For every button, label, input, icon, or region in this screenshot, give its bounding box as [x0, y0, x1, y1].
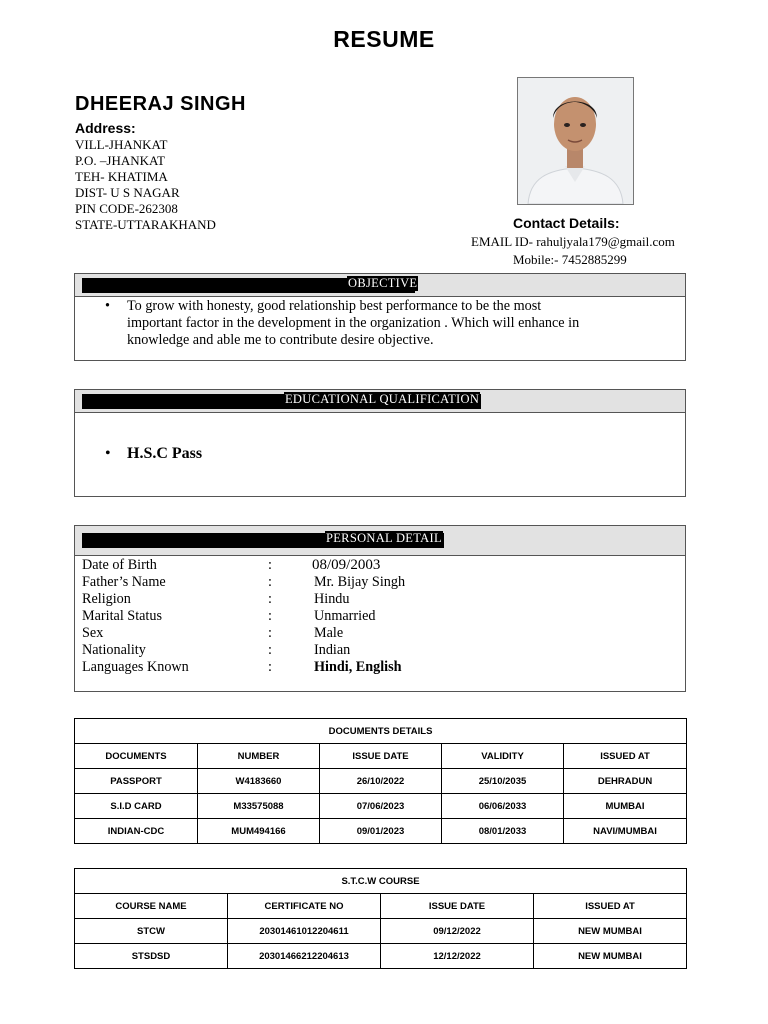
table-cell: DEHRADUN — [564, 769, 687, 794]
bullet-icon: • — [105, 445, 111, 462]
personal-value: 08/09/2003 — [312, 557, 381, 573]
table-row — [75, 819, 687, 844]
stcw-title-row — [75, 869, 687, 894]
personal-label: Languages Known — [82, 659, 189, 675]
objective-section — [74, 273, 686, 361]
personal-header — [75, 526, 685, 556]
address-line: TEH- KHATIMA — [75, 169, 168, 184]
personal-colon: : — [268, 574, 272, 590]
table-cell: STSDSD — [75, 944, 228, 969]
table-cell: 12/12/2022 — [381, 944, 534, 969]
table-cell: S.I.D CARD — [75, 794, 198, 819]
contact-label: Contact Details: — [513, 215, 620, 231]
table-cell: PASSPORT — [75, 769, 198, 794]
personal-colon: : — [268, 557, 272, 573]
address-line: PIN CODE-262308 — [75, 201, 178, 216]
column-header: ISSUED AT — [564, 744, 687, 769]
personal-title: PERSONAL DETAIL — [326, 531, 442, 545]
personal-section — [74, 525, 686, 692]
personal-value: Male — [314, 625, 344, 641]
resume-title: RESUME — [333, 26, 435, 52]
column-header: ISSUED AT — [534, 894, 687, 919]
profile-photo-graphic — [518, 78, 633, 204]
address-line: DIST- U S NAGAR — [75, 185, 180, 200]
address-line: P.O. –JHANKAT — [75, 153, 165, 168]
table-cell: NAVI/MUMBAI — [564, 819, 687, 844]
table-cell: NEW MUMBAI — [534, 919, 687, 944]
education-item — [105, 445, 405, 467]
table-cell: 06/06/2033 — [442, 794, 564, 819]
profile-photo — [517, 77, 634, 205]
personal-label: Religion — [82, 591, 131, 607]
personal-value: Indian — [314, 642, 351, 658]
bullet-icon: • — [105, 298, 110, 314]
table-row — [75, 794, 687, 819]
documents-header-row — [75, 744, 687, 769]
personal-colon: : — [268, 608, 272, 624]
table-cell: M33575088 — [198, 794, 320, 819]
objective-item — [105, 298, 680, 352]
table-cell: W4183660 — [198, 769, 320, 794]
documents-table — [74, 718, 687, 844]
table-row — [75, 944, 687, 969]
column-header: DOCUMENTS — [75, 744, 198, 769]
table-cell: 20301461012204611 — [228, 919, 381, 944]
contact-email: EMAIL ID- rahuljyala179@gmail.com — [471, 234, 675, 249]
personal-colon: : — [268, 659, 272, 675]
column-header: CERTIFICATE NO — [228, 894, 381, 919]
objective-title: OBJECTIVE — [348, 276, 418, 290]
objective-line: knowledge and able me to contribute desire objective. — [127, 332, 434, 348]
education-section — [74, 389, 686, 497]
education-title: EDUCATIONAL QUALIFICATION — [285, 392, 480, 406]
column-header: ISSUE DATE — [381, 894, 534, 919]
personal-label: Marital Status — [82, 608, 162, 624]
table-cell: 26/10/2022 — [320, 769, 442, 794]
documents-title-row — [75, 719, 687, 744]
table-row — [75, 919, 687, 944]
table-cell: 07/06/2023 — [320, 794, 442, 819]
table-cell: 09/12/2022 — [381, 919, 534, 944]
column-header: NUMBER — [198, 744, 320, 769]
stcw-header-row — [75, 894, 687, 919]
personal-colon: : — [268, 625, 272, 641]
personal-value: Hindu — [314, 591, 350, 607]
personal-label: Father’s Name — [82, 574, 166, 590]
personal-label: Nationality — [82, 642, 146, 658]
table-cell: NEW MUMBAI — [534, 944, 687, 969]
address-label: Address: — [75, 120, 136, 136]
objective-text — [127, 298, 579, 349]
personal-colon: : — [268, 642, 272, 658]
table-row — [75, 769, 687, 794]
table-cell: 25/10/2035 — [442, 769, 564, 794]
education-text: H.S.C Pass — [127, 445, 203, 462]
table-cell: 09/01/2023 — [320, 819, 442, 844]
documents-title: DOCUMENTS DETAILS — [75, 719, 687, 744]
table-cell: 08/01/2033 — [442, 819, 564, 844]
objective-header — [75, 274, 685, 297]
education-header — [75, 390, 685, 413]
table-cell: INDIAN-CDC — [75, 819, 198, 844]
objective-line: important factor in the development in the organization . Which will enhance in — [127, 315, 580, 331]
personal-value: Hindi, English — [314, 659, 402, 675]
stcw-table — [74, 868, 687, 969]
objective-line: To grow with honesty, good relationship best performance to be the most — [127, 298, 542, 314]
candidate-name: DHEERAJ SINGH — [75, 93, 246, 115]
table-cell: 20301466212204613 — [228, 944, 381, 969]
stcw-title: S.T.C.W COURSE — [75, 869, 687, 894]
address-line: VILL-JHANKAT — [75, 137, 168, 152]
personal-label: Date of Birth — [82, 557, 157, 573]
table-cell: MUMBAI — [564, 794, 687, 819]
personal-value: Unmarried — [314, 608, 376, 624]
address-line: STATE-UTTARAKHAND — [75, 217, 216, 232]
personal-colon: : — [268, 591, 272, 607]
column-header: ISSUE DATE — [320, 744, 442, 769]
column-header: COURSE NAME — [75, 894, 228, 919]
contact-mobile: Mobile:- 7452885299 — [513, 252, 627, 267]
address-block — [75, 137, 216, 233]
personal-label: Sex — [82, 625, 104, 641]
table-cell: MUM494166 — [198, 819, 320, 844]
table-cell: STCW — [75, 919, 228, 944]
column-header: VALIDITY — [442, 744, 564, 769]
personal-value: Mr. Bijay Singh — [314, 574, 406, 590]
